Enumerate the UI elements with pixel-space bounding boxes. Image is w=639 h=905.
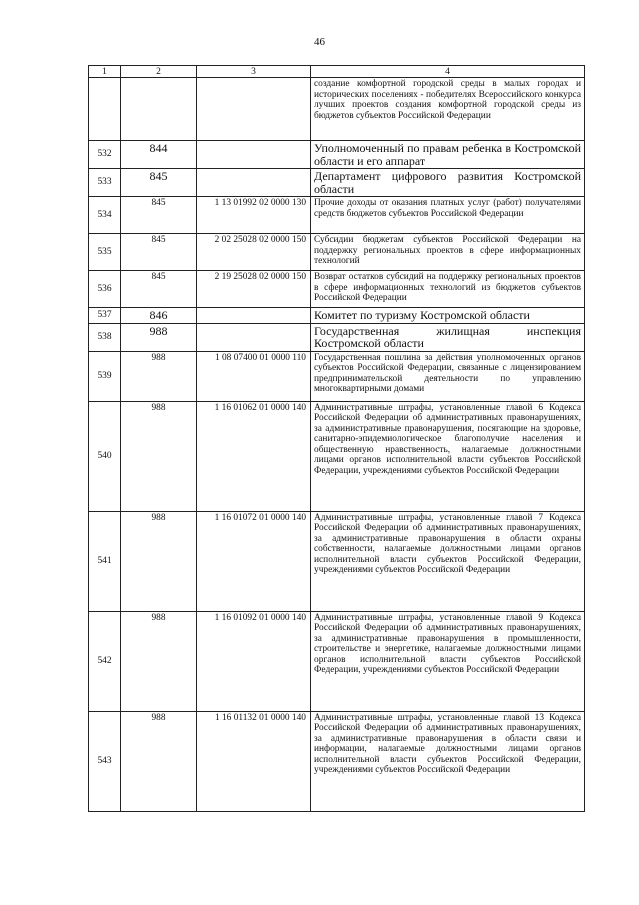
admin-code: 988 <box>121 351 197 401</box>
row-number: 538 <box>89 323 121 351</box>
revenue-description: Уполномоченный по правам ребенка в Костромской области и его аппарат <box>311 141 585 169</box>
row-number: 536 <box>89 271 121 308</box>
revenue-description: Государственная жилищная инспекция Костромской области <box>311 323 585 351</box>
row-number: 535 <box>89 234 121 271</box>
row-number: 540 <box>89 401 121 511</box>
continued-description: создание комфортной городской среды в малых городах и исторических поселениях - победителях Всероссийского конкурса лучших проектов создания комфортной городской среды из бюджетов субъектов Российской Федерации <box>311 78 585 141</box>
admin-code: 845 <box>121 271 197 308</box>
row-number: 537 <box>89 308 121 324</box>
revenue-code <box>197 78 311 141</box>
row-number: 532 <box>89 141 121 169</box>
revenue-description: Административные штрафы, установленные главой 6 Кодекса Российской Федерации об административных правонарушениях, за административные правонарушения, посягающие на здоровье, санитарно-эпидемиологическое благополучие населения и общественную нравственность, налагаемые должностными лицами органов исполнительной власти субъектов Российской Федерации, учреждениями субъектов Российской Федерации <box>311 401 585 511</box>
revenue-code: 1 16 01062 01 0000 140 <box>197 401 311 511</box>
revenue-admin-table <box>88 65 585 812</box>
revenue-code: 2 19 25028 02 0000 150 <box>197 271 311 308</box>
admin-code: 988 <box>121 711 197 811</box>
row-number: 542 <box>89 611 121 711</box>
admin-code: 846 <box>121 308 197 324</box>
table-row <box>89 711 585 811</box>
table-row <box>89 323 585 351</box>
row-number: 541 <box>89 511 121 611</box>
table-row <box>89 197 585 234</box>
revenue-code: 1 16 01092 01 0000 140 <box>197 611 311 711</box>
header-col-2: 2 <box>121 66 197 78</box>
row-number: 534 <box>89 197 121 234</box>
admin-code: 988 <box>121 511 197 611</box>
revenue-description: Департамент цифрового развития Костромской области <box>311 169 585 197</box>
admin-code: 988 <box>121 323 197 351</box>
revenue-code <box>197 141 311 169</box>
revenue-description: Возврат остатков субсидий на поддержку региональных проектов в сфере информационных технологий из бюджетов субъектов Российской Федерации <box>311 271 585 308</box>
table-row <box>89 169 585 197</box>
table-row-continuation <box>89 78 585 141</box>
admin-code: 845 <box>121 197 197 234</box>
admin-code <box>121 78 197 141</box>
table-row <box>89 271 585 308</box>
admin-code: 845 <box>121 169 197 197</box>
revenue-code: 1 16 01132 01 0000 140 <box>197 711 311 811</box>
table-row <box>89 234 585 271</box>
revenue-code: 1 16 01072 01 0000 140 <box>197 511 311 611</box>
admin-code: 844 <box>121 141 197 169</box>
revenue-code <box>197 308 311 324</box>
revenue-code: 2 02 25028 02 0000 150 <box>197 234 311 271</box>
row-number: 543 <box>89 711 121 811</box>
revenue-description: Государственная пошлина за действия уполномоченных органов субъектов Российской Федерации, связанные с лицензированием предпринимательской деятельности по управлению многоквартирными домами <box>311 351 585 401</box>
revenue-description: Административные штрафы, установленные главой 13 Кодекса Российской Федерации об административных правонарушениях, за административные правонарушения в области связи и информации, налагаемые должностными лицами органов исполнительной власти субъектов Российской Федерации, учреждениями субъектов Российской Федерации <box>311 711 585 811</box>
page-number: 46 <box>314 36 325 48</box>
header-col-1: 1 <box>89 66 121 78</box>
row-number <box>89 78 121 141</box>
admin-code: 988 <box>121 401 197 511</box>
table-row <box>89 351 585 401</box>
revenue-description: Прочие доходы от оказания платных услуг (работ) получателями средств бюджетов субъектов Российской Федерации <box>311 197 585 234</box>
revenue-description: Административные штрафы, установленные главой 9 Кодекса Российской Федерации об административных правонарушениях, за административные правонарушения в промышленности, строительстве и энергетике, налагаемые должностными лицами органов исполнительной власти субъектов Российской Федерации, учреждениями субъектов Российской Федерации <box>311 611 585 711</box>
header-col-3: 3 <box>197 66 311 78</box>
revenue-code: 1 08 07400 01 0000 110 <box>197 351 311 401</box>
admin-code: 988 <box>121 611 197 711</box>
table-row <box>89 511 585 611</box>
admin-code: 845 <box>121 234 197 271</box>
revenue-description: Субсидии бюджетам субъектов Российской Федерации на поддержку региональных проектов в сфере информационных технологий <box>311 234 585 271</box>
revenue-description: Административные штрафы, установленные главой 7 Кодекса Российской Федерации об административных правонарушениях, за административные правонарушения в области охраны собственности, налагаемые должностными лицами органов исполнительной власти субъектов Российской Федерации, учреждениями субъектов Российской Федерации <box>311 511 585 611</box>
row-number: 533 <box>89 169 121 197</box>
revenue-code <box>197 169 311 197</box>
revenue-description: Комитет по туризму Костромской области <box>311 308 585 324</box>
revenue-code: 1 13 01992 02 0000 130 <box>197 197 311 234</box>
table-header-row <box>89 66 585 78</box>
row-number: 539 <box>89 351 121 401</box>
table-row <box>89 141 585 169</box>
table-row <box>89 308 585 324</box>
revenue-code <box>197 323 311 351</box>
table-row <box>89 611 585 711</box>
table-row <box>89 401 585 511</box>
header-col-4: 4 <box>311 66 585 78</box>
